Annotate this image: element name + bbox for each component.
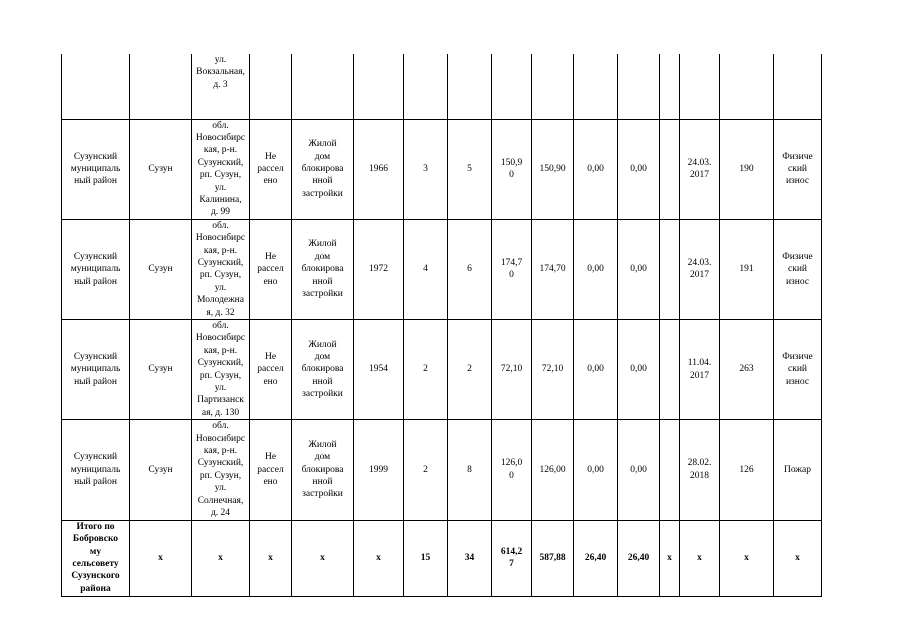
area-c-cell: 0,00 <box>630 464 647 475</box>
area-c-cell: 0,00 <box>630 364 647 375</box>
number-cell: 126 <box>739 464 754 475</box>
date-cell: 24.03. 2017 <box>687 157 712 181</box>
area-total-cell: 126,0 0 <box>500 458 523 481</box>
table-row <box>62 119 822 219</box>
year-cell: 1966 <box>369 163 388 174</box>
total-cell: x <box>320 552 325 563</box>
area-b-cell: 0,00 <box>587 264 604 275</box>
area-b-cell: 0,00 <box>587 364 604 375</box>
building-type-cell: Жилой дом блокирова нной застройки <box>301 339 344 400</box>
district-cell: Сузунский муниципаль ный район <box>70 251 121 287</box>
table-row-continued <box>62 54 822 119</box>
locality-cell: Сузун <box>148 264 173 275</box>
people-cell: 8 <box>467 464 472 475</box>
number-cell: 263 <box>739 364 754 375</box>
area-a-cell: 174,70 <box>539 264 566 275</box>
total-area-a: 587,88 <box>539 552 566 563</box>
building-type-cell: Жилой дом блокирова нной застройки <box>301 439 344 500</box>
year-cell: 1954 <box>369 364 388 375</box>
building-type-cell: Жилой дом блокирова нной застройки <box>301 239 344 299</box>
address-text: ул. Вокзальная, д. 3 <box>196 55 245 90</box>
table-row <box>62 320 822 420</box>
district-cell: Сузунский муниципаль ный район <box>70 452 121 488</box>
area-a-cell: 72,10 <box>541 364 564 375</box>
total-cell: x <box>667 552 672 563</box>
area-a-cell: 126,00 <box>539 464 566 475</box>
total-cell: x <box>158 552 163 563</box>
flats-cell: 2 <box>423 364 428 375</box>
status-cell: Не рассел ено <box>257 452 284 488</box>
area-total-cell: 150,9 0 <box>500 157 523 181</box>
locality-cell: Сузун <box>148 364 173 375</box>
table-row <box>62 219 822 319</box>
area-total-cell: 174,7 0 <box>500 257 523 281</box>
total-cell: x <box>697 552 702 563</box>
address-cell: обл. Новосибирс кая, р-н. Сузунский, рп. Сузун, ул. Солнечная, д. 24 <box>195 421 246 519</box>
total-label: Итого по Бобровско му сельсовету Сузунского района <box>71 521 120 594</box>
locality-cell: Сузун <box>148 163 173 174</box>
total-people: 34 <box>464 552 475 563</box>
flats-cell: 2 <box>423 464 428 475</box>
address-cell <box>192 54 250 119</box>
address-cell: обл. Новосибирс кая, р-н. Сузунский, рп. Сузун, ул. Молодежна я, д. 32 <box>195 220 246 318</box>
table-row <box>62 420 822 520</box>
area-a-cell: 150,90 <box>539 163 566 174</box>
status-cell: Не рассел ено <box>257 151 284 187</box>
total-area-b: 26,40 <box>584 552 607 563</box>
total-flats: 15 <box>420 552 431 563</box>
area-c-cell: 0,00 <box>630 264 647 275</box>
date-cell: 11.04. 2017 <box>687 358 712 381</box>
flats-cell: 3 <box>423 163 428 174</box>
date-cell: 28.02. 2018 <box>687 458 712 481</box>
total-cell: x <box>268 552 273 563</box>
building-type-cell: Жилой дом блокирова нной застройки <box>301 139 344 199</box>
status-cell: Не рассел ено <box>257 251 284 287</box>
area-c-cell: 0,00 <box>630 163 647 174</box>
number-cell: 190 <box>739 163 754 174</box>
status-cell: Не рассел ено <box>257 352 284 387</box>
total-cell: x <box>218 552 223 563</box>
area-total-cell: 72,10 <box>500 364 523 375</box>
reason-cell: Физиче ский износ <box>782 352 813 387</box>
date-cell: 24.03. 2017 <box>687 257 712 281</box>
total-cell: x <box>795 552 800 563</box>
area-b-cell: 0,00 <box>587 163 604 174</box>
flats-cell: 4 <box>423 264 428 275</box>
district-cell: Сузунский муниципаль ный район <box>70 151 121 187</box>
total-cell: x <box>744 552 749 563</box>
total-row <box>62 520 822 596</box>
total-cell: x <box>376 552 381 563</box>
total-area-c: 26,40 <box>627 552 650 563</box>
address-cell: обл. Новосибирс кая, р-н. Сузунский, рп. Сузун, ул. Калинина, д. 99 <box>195 120 246 218</box>
housing-table <box>61 54 822 597</box>
reason-cell: Пожар <box>784 464 811 475</box>
address-cell: обл. Новосибирс кая, р-н. Сузунский, рп. Сузун, ул. Партизанск ая, д. 130 <box>195 321 246 418</box>
number-cell: 191 <box>739 264 754 275</box>
reason-cell: Физиче ский износ <box>782 151 813 187</box>
year-cell: 1972 <box>369 264 388 275</box>
reason-cell: Физиче ский износ <box>782 251 813 287</box>
people-cell: 6 <box>467 264 472 275</box>
people-cell: 2 <box>467 364 472 375</box>
people-cell: 5 <box>467 163 472 174</box>
total-area-total: 614,2 7 <box>500 546 523 569</box>
year-cell: 1999 <box>369 464 388 475</box>
area-b-cell: 0,00 <box>587 464 604 475</box>
locality-cell: Сузун <box>148 464 173 475</box>
district-cell: Сузунский муниципаль ный район <box>70 352 121 387</box>
